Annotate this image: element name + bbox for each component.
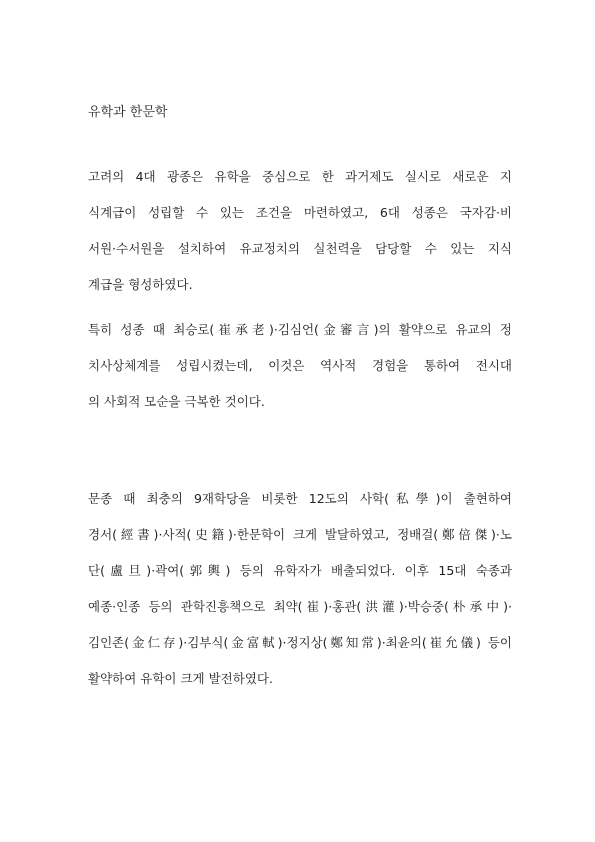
paragraph-line: 계급을 형성하였다.	[88, 277, 193, 292]
paragraph-line: 문종 때 최충의 9재학당을 비롯한 12도의 사학(私學)이 출현하여	[88, 491, 512, 506]
paragraph-line: 경서(經書)·사적(史籍)·한문학이 크게 발달하였고, 정배걸(鄭倍傑)·노	[88, 527, 512, 542]
paragraph-line: 단(盧旦)·곽여(郭輿) 등의 유학자가 배출되었다. 이후 15대 숙종과	[88, 563, 512, 578]
paragraph-choe-seungno	[88, 321, 512, 429]
paragraph-line: 고려의 4대 광종은 유학을 중심으로 한 과거제도 실시로 새로운 지	[88, 169, 512, 184]
paragraph-line: 김인존(金仁存)·김부식(金富軾)·정지상(鄭知常)·최윤의(崔允儀) 등이	[88, 635, 512, 650]
paragraph-line: 예종·인종 등의 관학진흥책으로 최약(崔)·홍관(洪灌)·박승중(朴承中)·	[88, 599, 512, 614]
paragraph-munjong-private-schools	[88, 490, 512, 706]
paragraph-line: 특히 성종 때 최승로(崔承老)·김심언(金審言)의 활약으로 유교의 정	[88, 322, 512, 337]
paragraph-gwangjong-seongjong	[88, 168, 512, 312]
paragraph-line: 의 사회적 모순을 극복한 것이다.	[88, 394, 265, 409]
document-title: 유학과 한문학	[88, 105, 168, 120]
paragraph-line: 서원·수서원을 설치하여 유교정치의 실천력을 담당할 수 있는 지식	[88, 241, 512, 256]
paragraph-line: 식계급이 성립할 수 있는 조건을 마련하였고, 6대 성종은 국자감·비	[88, 205, 512, 220]
paragraph-line: 활약하여 유학이 크게 발전하였다.	[88, 671, 273, 686]
paragraph-line: 치사상체계를 성립시켰는데, 이것은 역사적 경험을 통하여 전시대	[88, 358, 512, 373]
